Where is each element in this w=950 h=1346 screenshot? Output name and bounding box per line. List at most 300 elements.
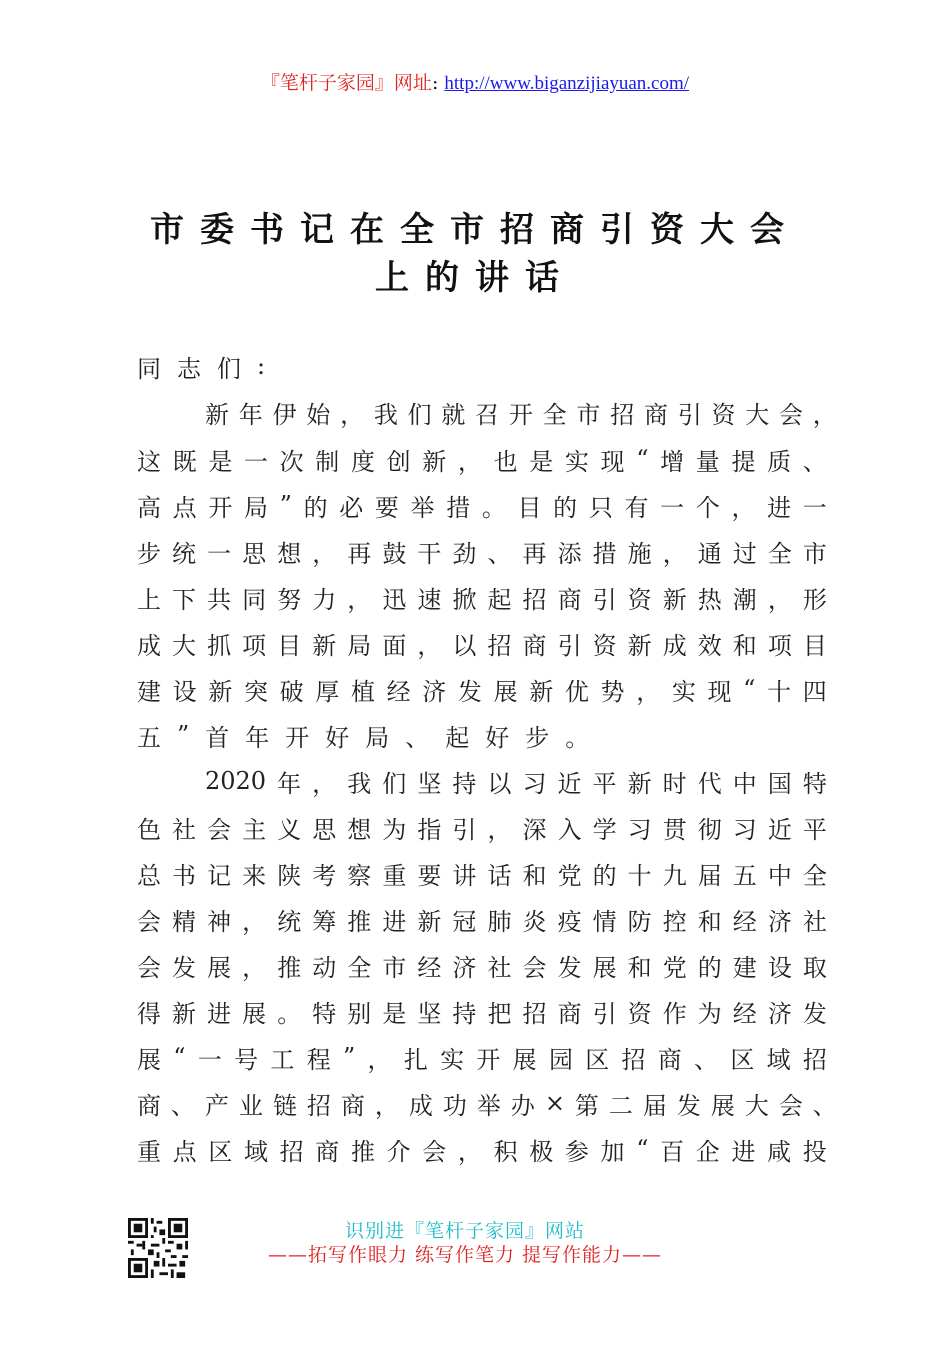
body-glyph: 代 [697, 769, 722, 798]
body-glyph: 实 [440, 1045, 465, 1074]
body-glyph: 十 [767, 677, 792, 706]
body-glyph: 添 [557, 539, 582, 568]
body-glyph: 发 [557, 953, 582, 982]
body-glyph: 发 [457, 677, 482, 706]
footer-slogan: ——拓写作眼力 练写作笔力 提写作能力—— [267, 1244, 663, 1266]
body-glyph: ， [340, 400, 365, 429]
body-glyph: ， [812, 400, 837, 429]
body-glyph: 起 [487, 585, 512, 614]
body-glyph: 招 [610, 400, 635, 429]
body-glyph: 开 [285, 723, 310, 752]
body-glyph: 济 [422, 677, 447, 706]
body-glyph: 们 [382, 769, 407, 798]
body-glyph: 陕 [277, 861, 302, 890]
body-glyph: 是 [529, 447, 554, 476]
body-glyph: ， [767, 585, 792, 614]
body-glyph: ， [312, 539, 337, 568]
body-glyph: 发 [172, 953, 197, 982]
body-glyph: 域 [766, 1045, 791, 1074]
body-glyph: 冠 [452, 907, 477, 936]
body-glyph: 社 [802, 907, 827, 936]
body-glyph: 上 [137, 585, 161, 614]
body-glyph: 办 [510, 1091, 535, 1120]
body-glyph: 进 [731, 1137, 756, 1166]
body-glyph: 贯 [662, 815, 687, 844]
body-glyph: 引 [557, 631, 582, 660]
body-glyph: 讲 [452, 861, 477, 890]
body-glyph: 链 [272, 1091, 297, 1120]
body-glyph: 我 [347, 769, 372, 798]
body-glyph: 资 [627, 999, 652, 1028]
body-glyph: 近 [767, 815, 792, 844]
body-glyph: 思 [242, 539, 267, 568]
body-glyph: 为 [697, 999, 722, 1028]
body-glyph: 引 [592, 585, 617, 614]
body-glyph: 质 [767, 447, 792, 476]
body-glyph: ， [636, 677, 661, 706]
body-glyph: 鼓 [382, 539, 407, 568]
body-glyph: 现 [707, 677, 732, 706]
body-glyph: 平 [592, 769, 617, 798]
body-glyph: 新 [172, 999, 197, 1028]
body-glyph: 的 [697, 953, 722, 982]
body-glyph: 全 [542, 400, 567, 429]
body-glyph: 届 [697, 861, 722, 890]
body-glyph: 以 [452, 631, 477, 660]
body-glyph: 点 [172, 493, 197, 522]
body-glyph: 建 [732, 953, 757, 982]
body-glyph: 加 [600, 1137, 625, 1166]
body-glyph: 考 [312, 861, 337, 890]
body-glyph: 2020 [205, 767, 267, 795]
body-glyph: 作 [662, 999, 687, 1028]
body-glyph: 把 [487, 999, 512, 1028]
body-glyph: 大 [172, 631, 197, 660]
body-glyph: 新 [417, 907, 442, 936]
body-glyph: 目 [517, 493, 542, 522]
body-glyph: 实 [671, 677, 696, 706]
body-glyph: 举 [476, 1091, 501, 1120]
body-line [137, 531, 827, 571]
body-glyph: 们 [217, 354, 241, 383]
body-glyph: 习 [732, 815, 757, 844]
body-glyph: ， [417, 631, 442, 660]
body-glyph: 国 [767, 769, 792, 798]
site-url-link[interactable]: http://www.biganzijiayuan.com/ [444, 73, 690, 94]
body-line [137, 1129, 827, 1169]
body-glyph: 义 [277, 815, 302, 844]
body-glyph: 势 [600, 677, 625, 706]
body-glyph: 、 [802, 447, 827, 476]
body-glyph: 、 [170, 1091, 195, 1120]
body-glyph: 和 [627, 953, 652, 982]
footer-site-caption: 识别进『笔杆子家园』网站 [344, 1220, 585, 1242]
body-glyph: 资 [711, 400, 736, 429]
body-glyph: 潮 [732, 585, 757, 614]
body-glyph: ” [177, 721, 190, 749]
body-glyph: 过 [732, 539, 757, 568]
body-glyph: 项 [767, 631, 792, 660]
body-glyph: 市 [382, 953, 407, 982]
body-glyph: 统 [277, 907, 302, 936]
body-glyph: 会 [779, 400, 804, 429]
body-glyph: 个 [695, 493, 720, 522]
body-glyph: 、 [487, 539, 512, 568]
body-glyph: 再 [347, 539, 372, 568]
body-line [137, 485, 827, 525]
body-glyph: 指 [417, 815, 442, 844]
body-glyph: 起 [445, 723, 470, 752]
body-glyph: 首 [205, 723, 230, 752]
body-glyph: 重 [382, 861, 407, 890]
body-glyph: 好 [485, 723, 510, 752]
body-glyph: 招 [522, 585, 547, 614]
header-colon: : [431, 72, 439, 94]
body-glyph: 开 [508, 400, 533, 429]
body-glyph: 别 [347, 999, 372, 1028]
body-glyph: 筹 [312, 907, 337, 936]
body-glyph: 热 [697, 585, 722, 614]
body-line [137, 991, 827, 1031]
body-glyph: 参 [564, 1137, 589, 1166]
body-glyph: 介 [386, 1137, 411, 1166]
body-line [137, 439, 827, 479]
body-glyph: 引 [677, 400, 702, 429]
body-glyph: 疫 [557, 907, 582, 936]
body-glyph: 目 [802, 631, 827, 660]
body-glyph: 新 [422, 447, 447, 476]
body-line [137, 1037, 827, 1077]
body-glyph: 习 [522, 769, 547, 798]
body-glyph: 会 [207, 815, 232, 844]
body-glyph: 成 [408, 1091, 433, 1120]
body-glyph: 入 [557, 815, 582, 844]
body-glyph: ， [662, 539, 687, 568]
body-glyph: ” [342, 1043, 356, 1071]
body-glyph: 招 [522, 999, 547, 1028]
body-glyph: 面 [382, 631, 407, 660]
body-glyph: 百 [660, 1137, 685, 1166]
body-glyph: ， [347, 585, 372, 614]
body-glyph: 迅 [382, 585, 407, 614]
body-glyph: 积 [493, 1137, 518, 1166]
body-line [137, 1083, 837, 1123]
body-glyph: 市 [802, 539, 827, 568]
body-glyph: 经 [417, 953, 442, 982]
body-glyph: 度 [350, 447, 375, 476]
body-glyph: 发 [802, 999, 827, 1028]
body-line [137, 945, 827, 985]
body-glyph: 总 [137, 861, 161, 890]
body-glyph: 植 [350, 677, 375, 706]
body-glyph: 重 [137, 1137, 161, 1166]
body-glyph: 工 [270, 1045, 295, 1074]
body-glyph: 大 [745, 400, 770, 429]
body-glyph: 成 [137, 631, 161, 660]
body-glyph: 展 [512, 1045, 537, 1074]
body-glyph: 党 [557, 861, 582, 890]
body-glyph: 量 [695, 447, 720, 476]
body-line [205, 392, 837, 432]
body-glyph: 炎 [522, 907, 547, 936]
body-glyph: 、 [812, 1091, 837, 1120]
body-glyph: 书 [172, 861, 197, 890]
body-glyph: 精 [172, 907, 197, 936]
body-glyph: 九 [662, 861, 687, 890]
body-glyph: 一 [243, 447, 268, 476]
body-glyph: 展 [493, 677, 518, 706]
body-glyph: 坚 [417, 769, 442, 798]
body-glyph: 要 [374, 493, 399, 522]
body-glyph: 提 [731, 447, 756, 476]
body-glyph: 色 [137, 815, 161, 844]
body-glyph: 业 [238, 1091, 263, 1120]
body-glyph: 劲 [452, 539, 477, 568]
body-glyph: 。 [565, 723, 590, 752]
body-glyph: 共 [207, 585, 232, 614]
body-glyph: 好 [325, 723, 350, 752]
body-glyph: 和 [732, 631, 757, 660]
body-glyph: 一 [207, 539, 232, 568]
body-glyph: 会 [778, 1091, 803, 1120]
body-glyph: 厚 [315, 677, 340, 706]
body-glyph: 我 [373, 400, 398, 429]
body-glyph: 建 [137, 677, 161, 706]
body-glyph: 会 [137, 907, 161, 936]
body-glyph: 防 [627, 907, 652, 936]
body-glyph: 只 [588, 493, 613, 522]
body-glyph: 推 [277, 953, 302, 982]
body-glyph: 展 [710, 1091, 735, 1120]
body-glyph: 四 [802, 677, 827, 706]
body-line [137, 669, 827, 709]
body-glyph: : [257, 352, 266, 380]
body-glyph: 特 [312, 999, 337, 1028]
body-glyph: 一 [802, 493, 827, 522]
body-glyph: 要 [417, 861, 442, 890]
body-glyph: 是 [208, 447, 233, 476]
body-glyph: 十 [627, 861, 652, 890]
body-glyph: 有 [624, 493, 649, 522]
body-glyph: ， [312, 769, 337, 798]
body-glyph: 统 [172, 539, 197, 568]
body-glyph: 成 [662, 631, 687, 660]
body-glyph: 中 [767, 861, 792, 890]
body-glyph: 次 [279, 447, 304, 476]
body-glyph: 突 [243, 677, 268, 706]
body-glyph: 。 [277, 999, 302, 1028]
body-glyph: “ [743, 675, 756, 703]
body-glyph: 坚 [417, 999, 442, 1028]
body-glyph: 、 [405, 723, 430, 752]
body-glyph: 也 [493, 447, 518, 476]
body-glyph: 神 [207, 907, 232, 936]
body-glyph: 以 [487, 769, 512, 798]
body-glyph: 新 [627, 631, 652, 660]
body-glyph: 区 [730, 1045, 755, 1074]
body-glyph: 全 [767, 539, 792, 568]
body-glyph: 是 [382, 999, 407, 1028]
body-glyph: 区 [208, 1137, 233, 1166]
body-glyph: 设 [767, 953, 792, 982]
body-glyph: ， [242, 907, 267, 936]
body-glyph: 号 [234, 1045, 259, 1074]
body-glyph: 召 [475, 400, 500, 429]
body-glyph: 商 [340, 1091, 365, 1120]
body-glyph: 新 [208, 677, 233, 706]
body-glyph: ， [457, 1137, 482, 1166]
body-glyph: 一 [660, 493, 685, 522]
body-glyph: 记 [207, 861, 232, 890]
body-glyph: 情 [592, 907, 617, 936]
body-glyph: 们 [407, 400, 432, 429]
body-glyph: 济 [767, 907, 792, 936]
body-glyph: 局 [365, 723, 390, 752]
body-glyph: 极 [529, 1137, 554, 1166]
body-glyph: 项 [242, 631, 267, 660]
body-glyph: 想 [347, 815, 372, 844]
body-glyph: 得 [137, 999, 161, 1028]
body-glyph: 进 [382, 907, 407, 936]
body-glyph: 经 [732, 907, 757, 936]
body-glyph: 特 [802, 769, 827, 798]
body-glyph: 全 [347, 953, 372, 982]
body-glyph: 五 [137, 723, 161, 752]
body-glyph: 持 [452, 769, 477, 798]
body-glyph: 和 [697, 907, 722, 936]
body-glyph: 年 [238, 400, 263, 429]
body-glyph: 。 [481, 493, 506, 522]
body-glyph: 的 [592, 861, 617, 890]
body-glyph: 取 [802, 953, 827, 982]
body-glyph: 同 [242, 585, 267, 614]
body-glyph: 点 [172, 1137, 197, 1166]
body-glyph: 举 [410, 493, 435, 522]
body-glyph: 努 [277, 585, 302, 614]
body-glyph: 济 [767, 999, 792, 1028]
body-glyph: 市 [576, 400, 601, 429]
body-glyph: × [544, 1089, 565, 1117]
body-glyph: 年 [277, 769, 302, 798]
body-glyph: 招 [487, 631, 512, 660]
body-glyph: 来 [242, 861, 267, 890]
body-glyph: 现 [600, 447, 625, 476]
body-glyph: ， [731, 493, 756, 522]
body-glyph: 商 [315, 1137, 340, 1166]
body-glyph: 同 [137, 354, 161, 383]
body-glyph: 措 [446, 493, 471, 522]
body-glyph: 商 [522, 631, 547, 660]
body-glyph: 新 [529, 677, 554, 706]
body-glyph: 必 [339, 493, 364, 522]
body-glyph: 域 [243, 1137, 268, 1166]
body-glyph: 为 [382, 815, 407, 844]
body-glyph: 发 [676, 1091, 701, 1120]
body-glyph: 年 [245, 723, 270, 752]
body-glyph: 、 [694, 1045, 719, 1074]
body-glyph: 经 [386, 677, 411, 706]
body-glyph: 社 [172, 815, 197, 844]
body-line [137, 346, 827, 386]
body-glyph: 一 [197, 1045, 222, 1074]
body-glyph: 平 [802, 815, 827, 844]
body-glyph: 投 [802, 1137, 827, 1166]
body-glyph: ， [374, 1091, 399, 1120]
body-glyph: 商 [137, 1091, 161, 1120]
body-glyph: 引 [592, 999, 617, 1028]
body-glyph: 持 [452, 999, 477, 1028]
body-glyph: 创 [386, 447, 411, 476]
body-glyph: 破 [279, 677, 304, 706]
body-glyph: 产 [204, 1091, 229, 1120]
body-glyph: 党 [662, 953, 687, 982]
document-title-line-2: 上的讲话 [375, 258, 575, 298]
body-glyph: ” [279, 491, 292, 519]
body-glyph: “ [173, 1043, 186, 1071]
body-glyph: 掀 [452, 585, 477, 614]
body-glyph: 志 [177, 354, 201, 383]
body-glyph: 通 [697, 539, 722, 568]
body-glyph: 商 [643, 400, 668, 429]
body-glyph: 近 [557, 769, 582, 798]
body-glyph: 中 [732, 769, 757, 798]
body-line [137, 807, 827, 847]
body-glyph: 学 [592, 815, 617, 844]
body-glyph: 功 [442, 1091, 467, 1120]
body-glyph: 局 [347, 631, 372, 660]
body-glyph: 伊 [272, 400, 297, 429]
body-glyph: 展 [137, 1045, 161, 1074]
body-glyph: ， [242, 953, 267, 982]
body-glyph: 主 [242, 815, 267, 844]
body-glyph: 始 [306, 400, 331, 429]
body-glyph: 力 [312, 585, 337, 614]
body-glyph: 新 [205, 400, 229, 429]
body-glyph: 想 [277, 539, 302, 568]
body-glyph: 就 [441, 400, 466, 429]
body-glyph: 高 [137, 493, 161, 522]
body-glyph: 济 [452, 953, 477, 982]
body-glyph: 的 [303, 493, 328, 522]
body-glyph: 全 [802, 861, 827, 890]
body-glyph: 扎 [403, 1045, 428, 1074]
body-glyph: 目 [277, 631, 302, 660]
body-glyph: 展 [207, 953, 232, 982]
body-glyph: 控 [662, 907, 687, 936]
body-glyph: 优 [564, 677, 589, 706]
body-glyph: 会 [137, 953, 161, 982]
body-glyph: 招 [802, 1045, 827, 1074]
body-glyph: 话 [487, 861, 512, 890]
body-glyph: 察 [347, 861, 372, 890]
body-glyph: 效 [697, 631, 722, 660]
body-glyph: 招 [279, 1137, 304, 1166]
body-glyph: 商 [557, 585, 582, 614]
body-glyph: 推 [350, 1137, 375, 1166]
body-glyph: 咸 [767, 1137, 792, 1166]
site-header [0, 68, 950, 95]
body-line [137, 899, 827, 939]
body-glyph: 经 [732, 999, 757, 1028]
body-glyph: 措 [592, 539, 617, 568]
body-glyph: 彻 [697, 815, 722, 844]
body-glyph: 制 [315, 447, 340, 476]
body-glyph: 会 [522, 953, 547, 982]
body-glyph: 习 [627, 815, 652, 844]
body-glyph: 抓 [207, 631, 232, 660]
body-glyph: 程 [306, 1045, 331, 1074]
body-glyph: 引 [452, 815, 477, 844]
